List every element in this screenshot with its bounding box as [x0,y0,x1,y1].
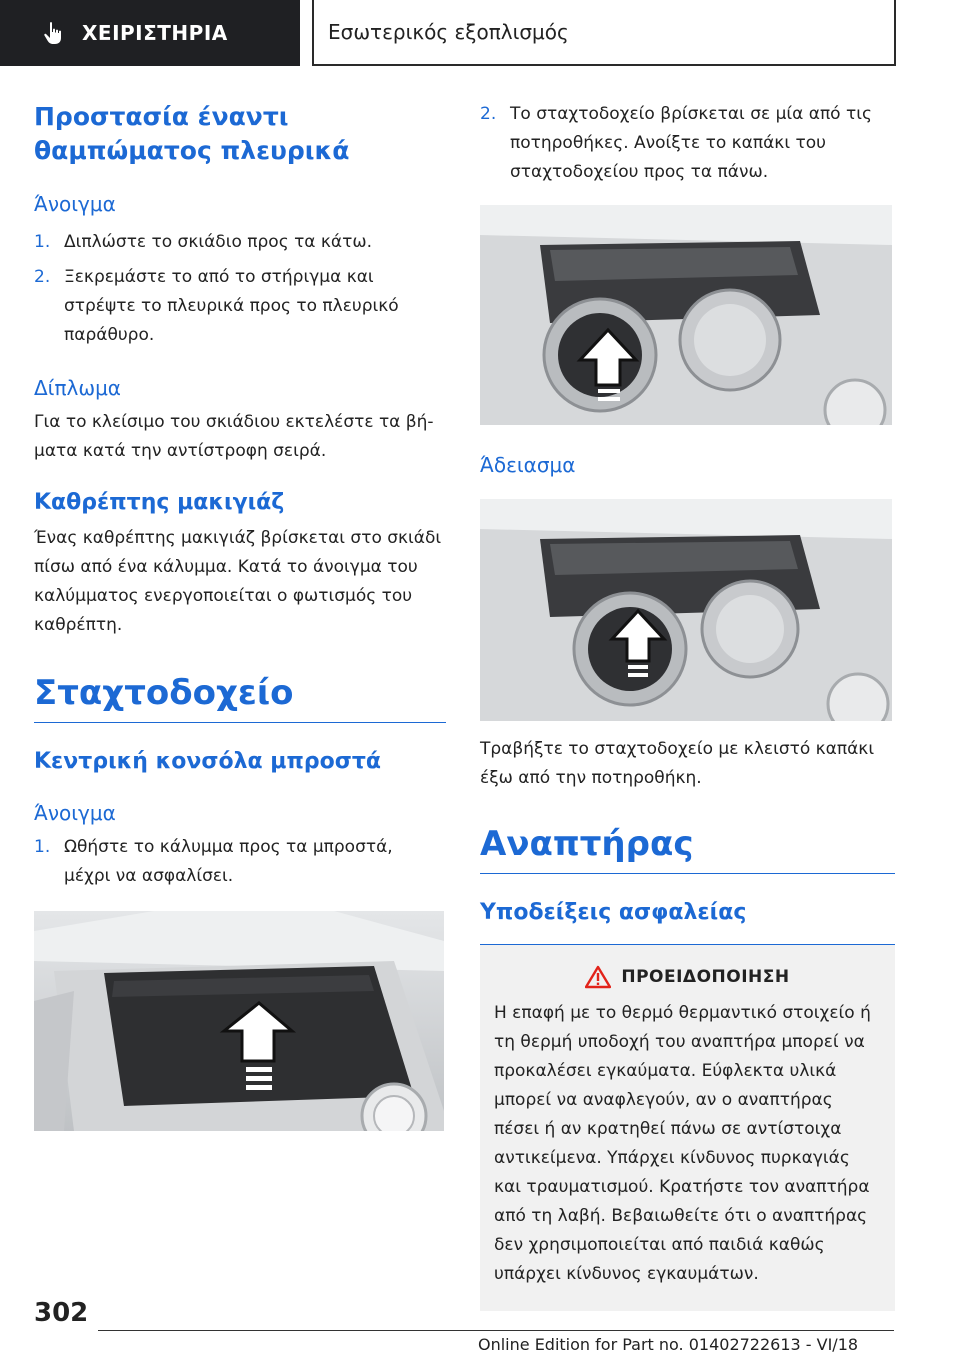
console-steps [34,833,444,891]
opening-steps [34,228,444,350]
folding-text: Για το κλείσιμο του σκιάδιου εκτελέστε τα βήματα κατά την αντίστροφη σειρά. [34,412,434,461]
section-divider [480,873,895,874]
footer-rule [98,1330,894,1331]
left-column [34,100,444,1131]
warning-title: ΠΡΟΕΙΔΟΠΟΙΗΣΗ [621,967,790,987]
console-cover-photo [34,911,444,1131]
emptying-heading: Άδειασμα [480,453,576,477]
list-item: 2. Ξεκρεμάστε το από το στήριγμα και στρέψτε το πλευρικά προς το πλευρικό παράθυρο. [34,267,399,345]
ashtray-title: Σταχτοδοχείο [34,673,294,713]
lighter-title: Αναπτήρας [480,824,694,864]
ashtray-open-photo [480,205,892,425]
ashtray-remove-photo [480,499,892,721]
warning-triangle-icon [585,965,611,989]
page-header [0,0,960,66]
header-chapter-tab [312,0,896,66]
emptying-text: Τραβήξτε το σταχτοδοχείο με κλειστό καπάκι έξω από την ποτηροθήκη. [480,739,875,788]
warning-box [480,945,895,1311]
console-opening-heading: Άνοιγμα [34,801,116,825]
list-item: 1. Ωθήστε το κάλυμμα προς τα μπροστά, μέχρι να ασφαλίσει. [34,837,393,886]
right-column [480,100,895,1311]
warning-text: Η επαφή με το θερμό θερμαντικό στοιχείο ή τη θερμή υποδοχή του αναπτήρα μπορεί να προκαλέσει εγκαύματα. Εύφλεκτα υλικά μπορεί να αναφλεγούν, αν ο αναπτήρας πέσει ή αν κρατηθεί πάνω σε αντίστοιχα αντικείμενα. Υπάρχει κίνδυνος πυρκαγιάς και τραυματισμού. Κρατήστε τον αναπτήρα από τη λαβή. Βεβαιωθείτε ότι ο αναπτήρας δεν χρησιμοποιείται από παιδιά καθώς υπάρχει κίνδυνος εγκαυμάτων. [494,1003,871,1284]
warning-title-row [494,965,881,989]
ashtray-steps [480,100,895,187]
section-divider [34,722,446,723]
opening-heading: Άνοιγμα [34,192,116,216]
list-item: 2. Το σταχτοδοχείο βρίσκεται σε μία από τις ποτηροθήκες. Ανοίξτε το καπάκι του σταχτοδοχείου προς τα πάνω. [480,104,872,182]
front-console-heading: Κεντρική κονσόλα μπροστά [34,749,382,774]
vanity-mirror-heading: Καθρέπτης μακιγιάζ [34,490,285,515]
header-chapter-label: Εσωτερικός εξοπλισμός [328,20,569,44]
safety-notes-heading: Υποδείξεις ασφαλείας [480,900,747,925]
hand-pointer-icon [40,20,66,46]
vanity-mirror-text: Ένας καθρέπτης μακιγιάζ βρίσκεται στο σκιάδι πίσω από ένα κάλυμμα. Κατά το άνοιγμα του καλύμματος ενεργοποιείται ο φωτισμός του καθρέπτη. [34,528,442,635]
folding-heading: Δίπλωμα [34,376,121,400]
footer-edition-text: Online Edition for Part no. 01402722613 - VI/18 [478,1335,859,1354]
glare-protection-title: Προστασία έναντι θαμπώματος πλευρικά [34,102,350,165]
header-section-tab [0,0,300,66]
header-section-label: ΧΕΙΡΙΣΤΗΡΙΑ [82,21,228,45]
page-number: 302 [34,1298,89,1328]
list-item: 1. Διπλώστε το σκιάδιο προς τα κάτω. [34,232,373,252]
